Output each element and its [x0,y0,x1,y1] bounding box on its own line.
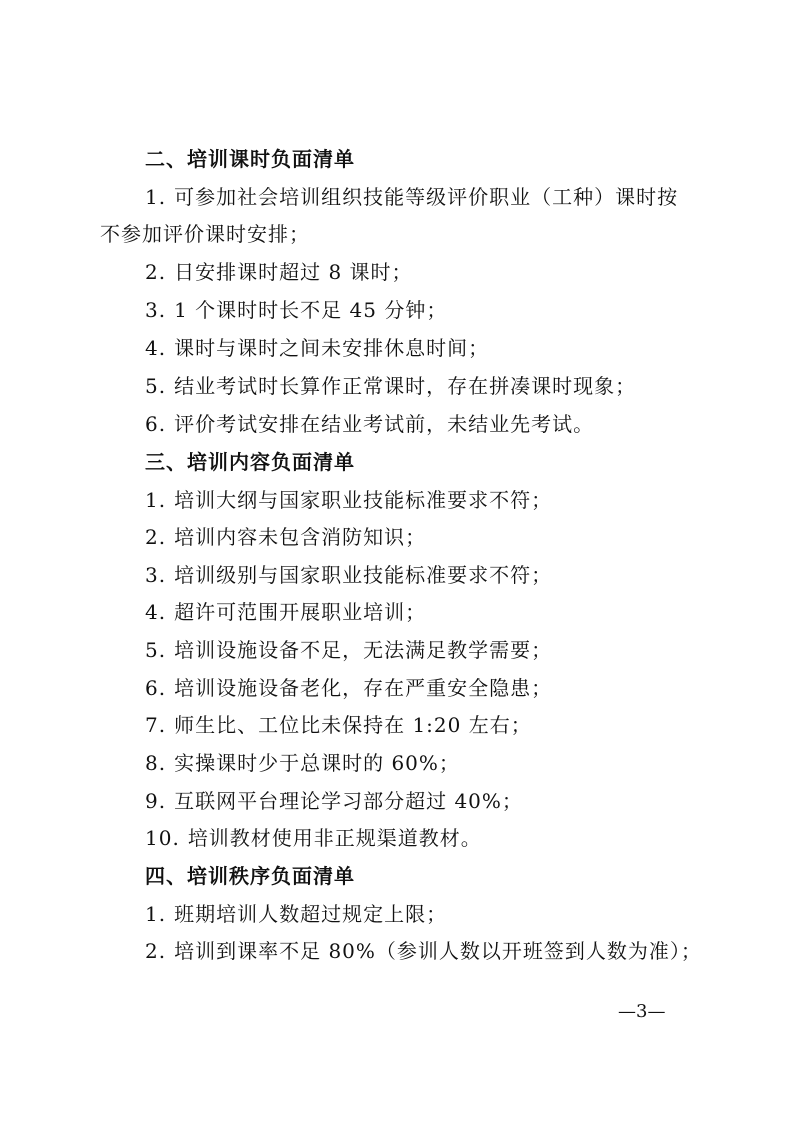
list-item [145,258,413,286]
item-number: 5. [145,374,167,398]
section-heading-4: 四、培训秩序负面清单 [145,864,355,888]
list-item [145,824,482,852]
item-text: 培训大纲与国家职业技能标准要求不符； [174,488,553,512]
list-item [145,183,678,211]
item-text: 评价考试安排在结业考试前，未结业先考试。 [174,412,595,436]
item-text: 课时与课时之间未安排休息时间； [174,336,490,360]
item-number: 2. [145,939,167,963]
item-number: 9. [145,789,167,813]
section-heading-3: 三、培训内容负面清单 [145,450,355,474]
item-text: 培训内容未包含消防知识； [174,525,427,549]
list-item [145,711,532,739]
list-item [145,296,447,324]
item-number: 6. [145,412,167,436]
list-item [145,561,552,589]
item-number: 7. [145,713,167,737]
list-item [145,486,552,514]
item-text: 结业考试时长算作正常课时，存在拼凑课时现象； [174,374,637,398]
item-number: 6. [145,676,167,700]
list-item [145,334,489,362]
item-number: 1. [145,488,167,512]
item-number: 4. [145,600,167,624]
item-number: 2. [145,260,167,284]
list-item [145,900,447,928]
list-item [145,410,594,438]
item-text: 互联网平台理论学习部分超过 40%； [174,789,523,813]
item-text: 培训设施设备老化，存在严重安全隐患； [174,676,553,700]
item-number: 2. [145,525,167,549]
item-number: 10. [145,826,180,850]
item-text: 培训到课率不足 80%（参训人数以开班签到人数为准）； [174,939,702,963]
item-number: 1. [145,185,167,209]
item-number: 1. [145,902,167,926]
item-text: 1 个课时时长不足 45 分钟； [174,298,448,322]
item-number: 3. [145,563,167,587]
item-text: 班期培训人数超过规定上限； [174,902,448,926]
item-number: 4. [145,336,167,360]
item-number: 8. [145,751,167,775]
section-heading-2: 二、培训课时负面清单 [145,147,355,171]
list-item [145,787,523,815]
item-number: 3. [145,298,167,322]
list-item [145,636,552,664]
item-text: 不参加评价课时安排； [100,222,310,246]
list-item [145,372,636,400]
list-item [145,937,702,965]
item-text: 实操课时少于总课时的 60%； [174,751,460,775]
item-text: 师生比、工位比未保持在 1:20 左右； [174,713,532,737]
item-text: 可参加社会培训组织技能等级评价职业（工种）课时按 [174,185,679,209]
page-number: —3— [618,1001,666,1022]
item-text: 超许可范围开展职业培训； [174,600,427,624]
item-text: 培训级别与国家职业技能标准要求不符； [174,563,553,587]
list-item [145,598,426,626]
item-text: 日安排课时超过 8 课时； [174,260,413,284]
list-item [145,674,552,702]
item-text: 培训设施设备不足，无法满足教学需要； [174,638,553,662]
list-item [145,523,426,551]
item-text: 培训教材使用非正规渠道教材。 [187,826,482,850]
item-number: 5. [145,638,167,662]
list-item-continuation [100,220,310,248]
list-item [145,749,460,777]
